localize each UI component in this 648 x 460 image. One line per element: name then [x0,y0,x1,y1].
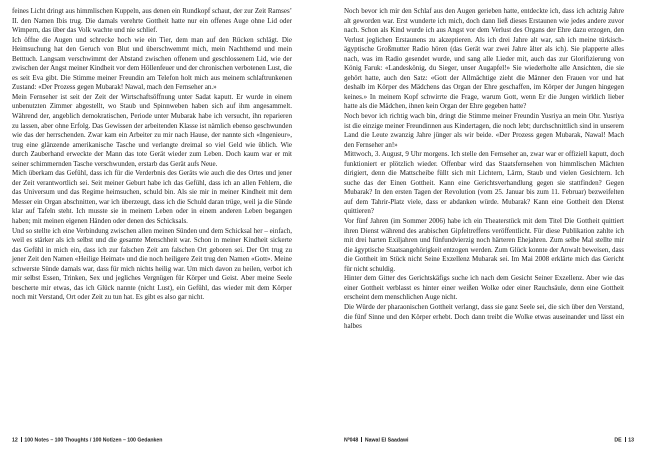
paragraph: Ich öffne die Augen und schrecke hoch wie ein Tier, dem man auf den Rücken schlägt. Die Heimsuchung hat den Geruch von Blut und überschwemmt mich, mein Nachthemd und mein Betttuch. Langsam verschwimmt der Abstand zwischen offenem und geschlossenem Lid, wie der zwischen der Angst meiner Kindheit vor dem Höllenfeuer und der chronischen verbotenen Lust, die es seit Eva gibt. Die Stimme meiner Freundin am Telefon holt mich aus meinem schlaftrunkenen Zustand: «Der Prozess gegen Mubarak! Nawal, mach den Fernseher an.» [12,35,292,92]
footer-separator [21,437,22,442]
series-title: 100 Notes – 100 Thoughts / 100 Notizen – 100 Gedanken [24,437,163,444]
paragraph: Mittwoch, 3. August, 9 Uhr morgens. Ich stelle den Fernseher an, zwar war er offiziell kaputt, doch funktioniert er plötzlich wieder. Offenbar wird das Staatsfernsehen von himmlischen Mächten dirigiert, denn die Mattscheibe füllt sich mit Lichtern, Lärm, Staub und vielen Gesichtern. Ich suche das der Einen Gottheit. Kann eine Gerichtsverhandlung gegen sie stattfinden? Gegen Mubarak? In den ersten Tagen der Revolution (vom 25. Januar bis zum 11. Februar) bezweifelten auf dem Tahrir-Platz viele, dass er abdanken würde. Mubarak? Kann eine Gottheit den Dienst quittieren? [344,150,624,216]
paragraph: Vor fünf Jahren (im Sommer 2006) habe ich ein Theaterstück mit dem Titel Die Gottheit quittiert ihren Dienst während des arabischen Gipfeltreffens veröffentlicht. Für diese Publikation zahlte ich mit drei harten Exiljahren und fünfundvierzig noch härteren Ehejahren. Zum selbe Mal stellte mir die ägyptische Staatsangehörigkeit entzogen werden. Zum Glück konnte der Anwalt beweisen, dass die Gottheit im Stück nicht Seine Exzellenz Mubarak sei. Im Mai 2008 erklärte mich das Gericht für nicht schuldig. [344,217,624,273]
page-number: 13 [628,437,634,444]
paragraph: Hinter dem Gitter des Gerichtskäfigs suche ich nach dem Gesicht Seiner Exzellenz. Aber wie das einer Gottheit verblasst es hinter einer weißen Wolke oder einer Rauchsäule, denn eine Gottheit erscheint dem menschlichen Auge nicht. [344,274,624,302]
paragraph: Die Würde der pharaonischen Gottheit verlangt, dass sie ganz Seele sei, die sich über den Verstand, die fünf Sinne und den Körper erhebt. Doch dann treibt die Wolke etwas auseinander und lässt ein halbes [344,302,624,331]
language-code: DE [614,437,622,444]
paragraph: Noch bevor ich mir den Schlaf aus den Augen gerieben hatte, entdeckte ich, dass ich achtzig Jahre alt geworden war. Erst wunderte ich mich, doch dann ließ dieses Erstaunen wie jedes andere zuvor nach. Schon als Kind wurde ich aus Angst vor dem Verlust des Organs der Ehre dazu erzogen, den Verlust jeglichen Erstaunens zu akzeptieren. Als ich drei Jahre alt war, sah ich meine türkisch-ägyptische Großmutter Radio hören (das Gerät war zwei Jahre älter als ich). Sie plapperte alles nach, was im Radio gesendet wurde, und sang alle Lieder mit, auch das zur Glorifizierung von König Faruk: «Landeskönig, du Sieger, unser Augapfel!» Sie wiederholte alle Ansichten, die sie gehört hatte, auch den Satz: «Gott der Allmächtige zieht die Männer den Frauen vor und hat deshalb im Körper des Mädchens das Organ der Ehre geschaffen, im Körper der Jungen hingegen keines.» In meinem Kopf schwirrte die Frage, warum Gott, wenn Er die Jungen wirklich lieber hatte als die Mädchen, ihnen kein Organ der Ehre gegeben hatte? [344,7,624,111]
paragraph: feines Licht dringt aus himmlischen Kuppeln, aus denen ein Rundkopf schaut, der zur Zeit Ramses’ II. den Namen Ibis trug. Die damals verehrte Gottheit hatte nur ein offenes Auge ohne Lid oder Wimpern, das über das Volk wachte und nie schlief. [12,7,292,35]
paragraph: Mein Fernseher ist seit der Zeit der Wirtschaftsöffnung unter Sadat kaputt. Er wurde in einem unbenutzten Zimmer abgestellt, wo Staub und Spinnweben haben sich auf ihm angesammelt. Während der, angeblich demokratischen, Periode unter Mubarak habe ich versucht, ihn reparieren zu lassen, aber ohne Erfolg. Das Gewissen der arbeitenden Klasse ist nämlich ebenso geschwunden wie das der herrschenden. Zwar kam ein Arbeiter zu mir nach Hause, der nannte sich «Ingenieur», trug eine glänzende amerikanische Tasche und verlangte dreimal so viel Geld wie üblich. Wie durch Zauberhand erweckte der Mann das tote Gerät wieder zum Leben. Doch kaum war er mit seiner schimmernden Tasche verschwunden, erstarb das Gerät aufs Neue. [12,92,292,168]
author-name: Nawal El Saadawi [364,437,409,444]
issue-number: Nº048 [344,437,359,444]
left-text-column [12,7,292,303]
page-number: 12 [12,437,18,444]
paragraph: Und so stellte ich eine Verbindung zwischen allen meinen Sünden und dem Schicksal her – einfach, weil es stärker als ich selbst und die gesamte Menschheit war. Schon in meiner Kindheit sickerte das Gefühl in mich ein, dass ich zur falschen Zeit am falschen Ort geboren sei. Der Ort trug zu jener Zeit den Namen «Heilige Heimat» und die noch heiligere Zeit trug den Namen «Gott». Meine schwerste Sünde damals war, dass für mich nichts heilig war. Um mich davon zu heilen, verbot ich mir selbst Essen, Trinken, Sex und jegliches Vergnügen für Körper und Geist. Aber meine Seele bescherte mir etwas, das ich Glück nannte (nicht Lust), ein Gefühl, das wieder mit dem Körper noch mit Verstand, Ort oder Zeit zu tun hat. Es gibt es also gar nicht. [12,226,292,302]
paragraph: Mich überkam das Gefühl, dass ich für die Verderbnis des Geräts wie auch die des Ortes und jener der Zeit verantwortlich sei. Seit meiner Geburt habe ich das Gefühl, dass ich an allen Fehlern, die das Universum und das Regime heimsuchen, schuld bin. Als sie mir in meiner Kindheit mit dem Messer ein Organ abschnitten, war ich überzeugt, dass ich die Schuld daran trüge, weil ja die Sünde klar auf Tafeln steht. Ich musste sie in meinem Leben oder in einem anderen Leben begangen haben; mit meinen eigenen Händen oder denen des Schicksals. [12,169,292,226]
right-page [324,0,648,460]
left-footer [12,437,162,444]
footer-separator [361,437,362,442]
right-footer-left [344,437,408,444]
paragraph: Noch bevor ich richtig wach bin, dringt die Stimme meiner Freundin Yusriya an mein Ohr. Yusriya ist die einzige meiner Freundinnen aus Kindertagen, die noch lebt; durchschnittlich sind in unserem Land die Leute zwanzig Jahre jünger als wir beide. «Der Prozess gegen Mubarak, Nawal! Mach den Fernseher an!» [344,112,624,149]
right-text-column [344,7,624,332]
footer-separator [625,437,626,442]
right-footer-right [614,437,634,444]
